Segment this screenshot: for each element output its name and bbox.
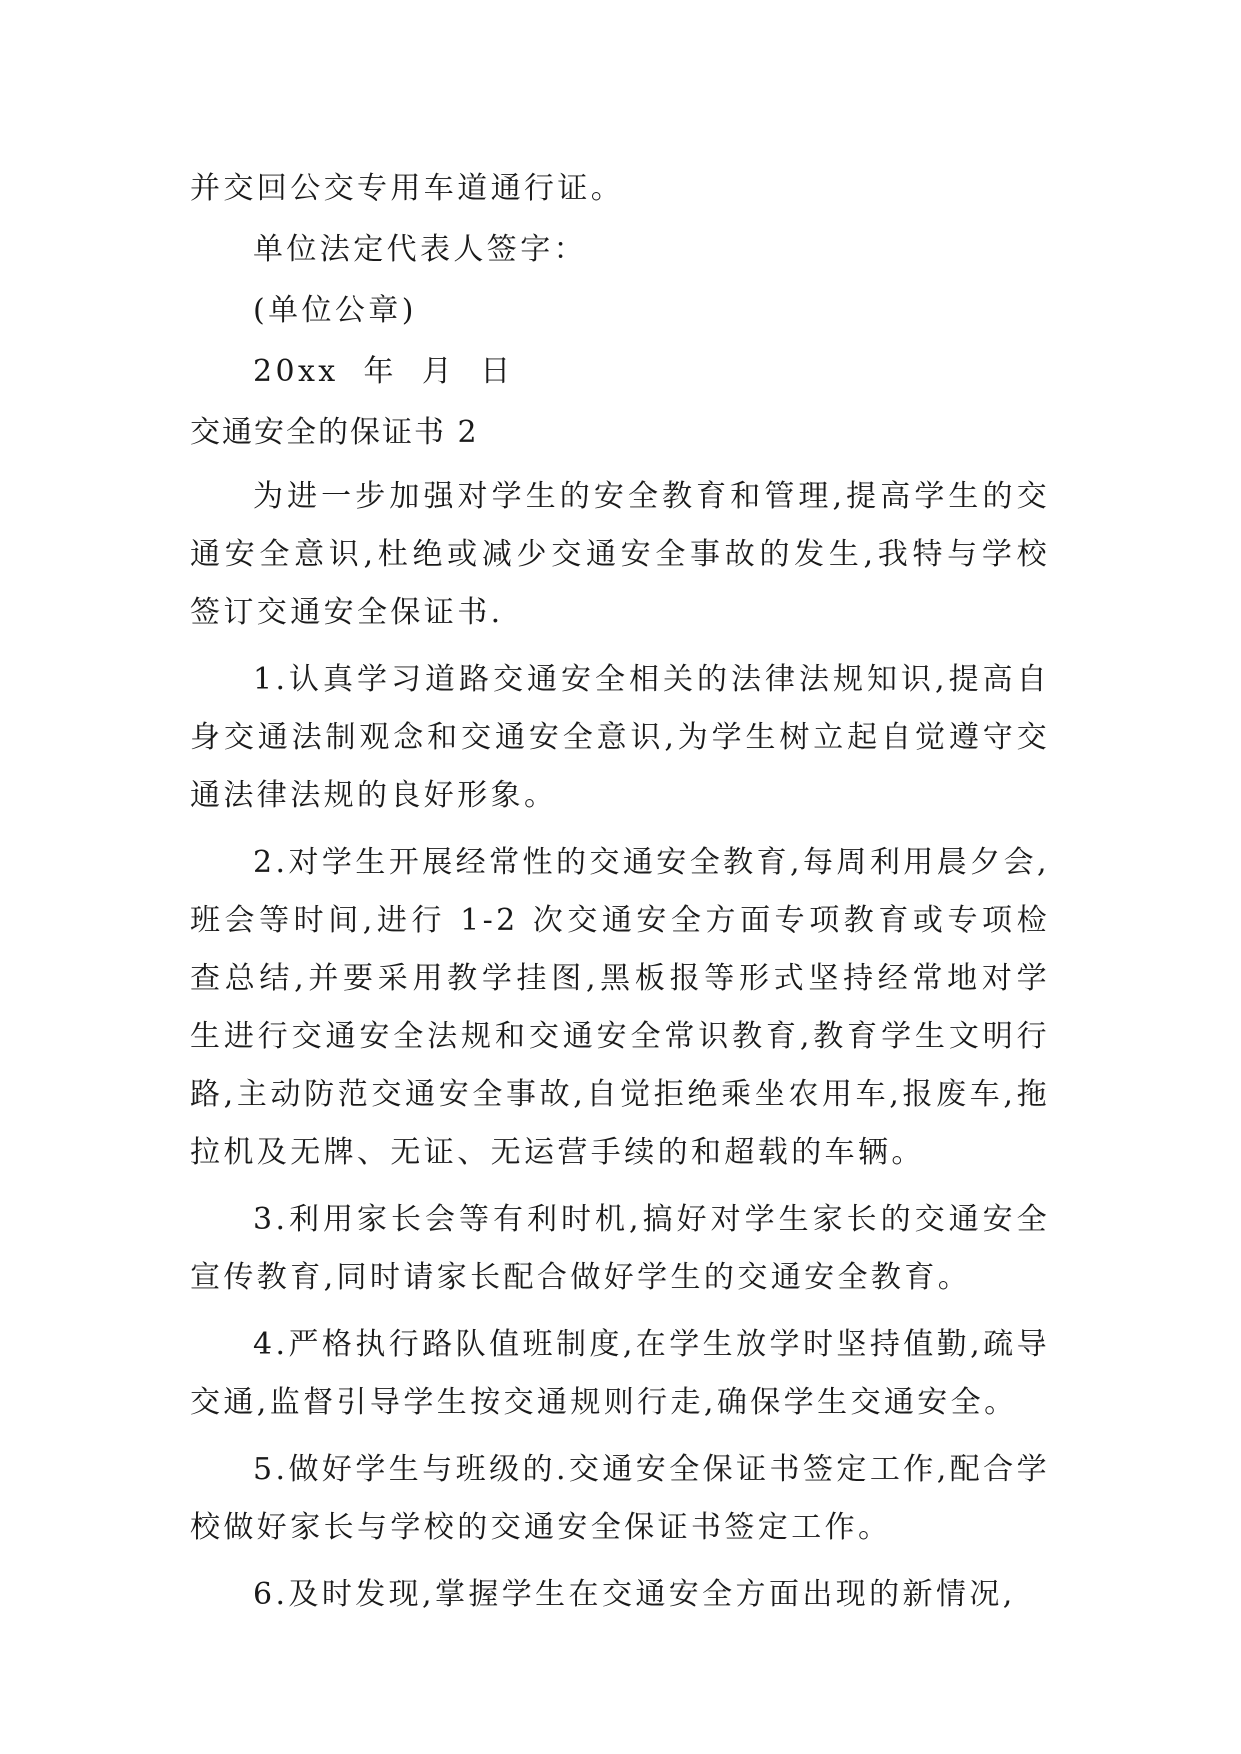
paragraph-item-6: 6.及时发现,掌握学生在交通安全方面出现的新情况, <box>253 1577 1016 1612</box>
paragraph-item-4: 4.严格执行路队值班制度,在学生放学时坚持值勤,疏导交通,监督引导学生按交通规则行走,确保学生交通安全。 <box>190 1327 1050 1420</box>
paragraph-item-2: 2.对学生开展经常性的交通安全教育,每周利用晨夕会,班会等时间,进行 1-2 次交通安全方面专项教育或专项检查总结,并要采用教学挂图,黑板报等形式坚持经常地对学生进行交通安全法规和交通安全常识教育,教育学生文明行路,主动防范交通安全事故,自觉拒绝乘坐农用车,报废车,拖拉机及无牌、无证、无运营手续的和超载的车辆。 <box>190 845 1050 1170</box>
seal-label: (单位公章) <box>253 293 417 328</box>
section-title: 交通安全的保证书 2 <box>190 415 479 450</box>
paragraph-item-5: 5.做好学生与班级的.交通安全保证书签定工作,配合学校做好家长与学校的交通安全保证书签定工作。 <box>190 1452 1050 1545</box>
paragraph-item-3: 3.利用家长会等有利时机,搞好对学生家长的交通安全宣传教育,同时请家长配合做好学生的交通安全教育。 <box>190 1202 1050 1295</box>
signature-label: 单位法定代表人签字： <box>253 232 587 267</box>
paragraph-item-1: 1.认真学习道路交通安全相关的法律法规知识,提高自身交通法制观念和交通安全意识,为学生树立起自觉遵守交通法律法规的良好形象。 <box>190 662 1050 813</box>
date-line: 20xx 年 月 日 <box>253 354 514 389</box>
paragraph-intro: 为进一步加强对学生的安全教育和管理,提高学生的交通安全意识,杜绝或减少交通安全事故的发生,我特与学校签订交通安全保证书. <box>190 479 1050 630</box>
document-body <box>190 160 1050 1633</box>
opening-line: 并交回公交专用车道通行证。 <box>190 171 625 206</box>
